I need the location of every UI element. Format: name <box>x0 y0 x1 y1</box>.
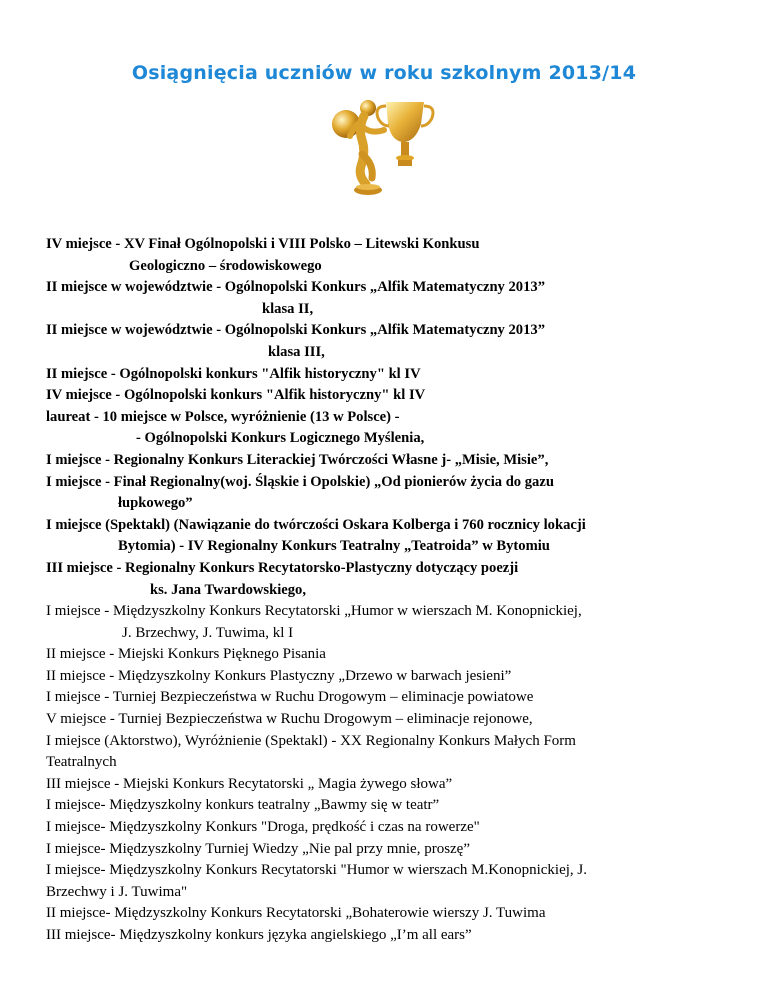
achievement-item: I miejsce- Międzyszkolny Turniej Wiedzy „Nie pal przy mnie, proszę” <box>46 840 470 857</box>
achievement-item: I miejsce - Regionalny Konkurs Literackiej Twórczości Własne j- „Misie, Misie”, <box>46 451 549 468</box>
achievement-item: IV miejsce - Ogólnopolski konkurs "Alfik historyczny" kl IV <box>46 387 426 404</box>
achievement-item: I miejsce- Międzyszkolny Konkurs Recytatorski "Humor w wierszach M.Konopnickiej, J. Brzechwy i J. Tuwima" <box>46 862 588 900</box>
trophy-with-figure-icon <box>328 94 438 200</box>
achievements-list <box>46 234 746 947</box>
achievement-item: II miejsce w województwie - Ogólnopolski Konkurs „Alfik Matematyczny 2013” klasa II, <box>46 279 545 317</box>
achievement-item: III miejsce- Międzyszkolny konkurs języka angielskiego „I’m all ears” <box>46 927 472 943</box>
achievement-item: I miejsce- Międzyszkolny konkurs teatralny „Bawmy się w teatr” <box>46 797 440 814</box>
achievement-item: II miejsce - Międzyszkolny Konkurs Plastyczny „Drzewo w barwach jesieni” <box>46 667 512 684</box>
achievement-item: III miejsce - Miejski Konkurs Recytatorski „ Magia żywego słowa” <box>46 775 453 792</box>
achievement-item: III miejsce - Regionalny Konkurs Recytatorsko-Plastyczny dotyczący poezji ks. Jana Twardowskiego, <box>46 559 519 598</box>
achievement-item: I miejsce (Spektakl) (Nawiązanie do twórczości Oskara Kolberga i 760 rocznicy lokacji Bytomia) - IV Regionalny Konkurs Teatralny „Teatroida” w Bytomiu <box>46 516 586 555</box>
achievement-item: I miejsce - Międzyszkolny Konkurs Recytatorski „Humor w wierszach M. Konopnickiej, J. Brzechwy, J. Tuwima, kl I <box>46 603 582 641</box>
achievement-item: II miejsce- Międzyszkolny Konkurs Recytatorski „Bohaterowie wierszy J. Tuwima <box>46 905 546 922</box>
achievement-item: IV miejsce - XV Finał Ogólnopolski i VIII Polsko – Litewski Konkusu Geologiczno – środowiskowego <box>46 236 480 274</box>
achievement-item: II miejsce - Miejski Konkurs Pięknego Pisania <box>46 646 326 663</box>
achievement-item: II miejsce w województwie - Ogólnopolski Konkurs „Alfik Matematyczny 2013” klasa III, <box>46 322 545 360</box>
achievement-item: I miejsce- Międzyszkolny Konkurs "Droga, prędkość i czas na rowerze" <box>46 819 480 836</box>
achievement-item: II miejsce - Ogólnopolski konkurs "Alfik historyczny" kl IV <box>46 365 421 382</box>
achievement-item: I miejsce - Turniej Bezpieczeństwa w Ruchu Drogowym – eliminacje powiatowe <box>46 689 534 706</box>
achievement-item: I miejsce (Aktorstwo), Wyróżnienie (Spektakl) - XX Regionalny Konkurs Małych Form Teatralnych <box>46 732 576 771</box>
achievement-item: I miejsce - Finał Regionalny(woj. Śląskie i Opolskie) „Od pionierów życia do gazu łupkowego” <box>46 473 554 512</box>
achievement-item: laureat - 10 miejsce w Polsce, wyróżnienie (13 w Polsce) - - Ogólnopolski Konkurs Logicznego Myślenia, <box>46 408 425 447</box>
achievement-item: V miejsce - Turniej Bezpieczeństwa w Ruchu Drogowym – eliminacje rejonowe, <box>46 711 533 728</box>
page-title: Osiągnięcia uczniów w roku szkolnym 2013/14 <box>131 62 637 84</box>
